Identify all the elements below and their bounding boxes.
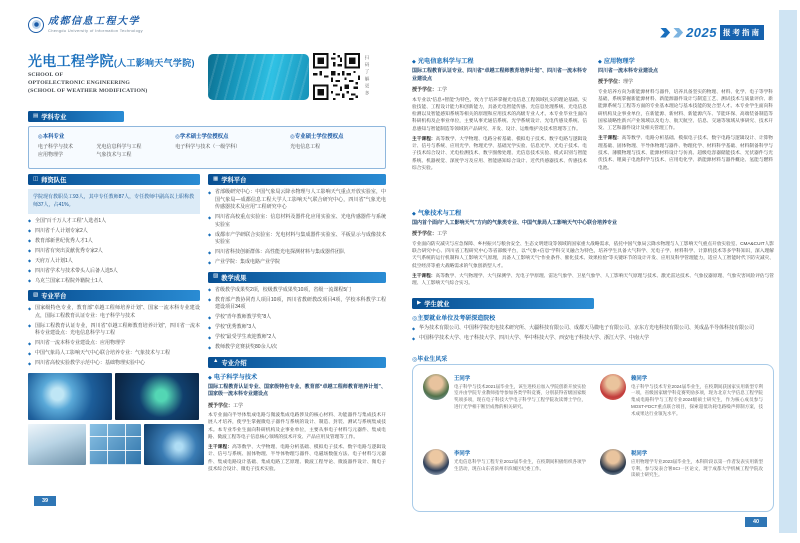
list-item: ◆ 华为技术有限公司、中国科学院光电技术研究所、大疆科技有限公司、成都天马微电子有限公司、京东方光电科技有限公司、英成晶半导体科技有限公司 <box>412 325 774 333</box>
university-name-cn: 成都信息工程大学 <box>48 16 140 27</box>
teaching-list <box>208 287 386 352</box>
list-item: ◆ 中国气象局人工影响天气中心联合培养专业：气象技术与工程 <box>28 350 200 358</box>
section-majors <box>28 111 124 122</box>
section-title: 学科平台 <box>221 177 247 184</box>
section-title: 专业平台 <box>41 293 67 300</box>
intro-section-icon: ▲ <box>213 358 219 365</box>
graduate-card <box>600 374 763 440</box>
major-badges: 国际工程教育认证专业、国家级特色专业、教育部“卓越工程师教育培养计划”、国家级一流本科专业建设点 <box>208 383 386 398</box>
chip-photo <box>115 373 199 420</box>
majors-group-title: ◎本科专业 <box>38 134 65 140</box>
right-page <box>408 8 778 536</box>
graduate-name: 税同学 <box>631 451 648 458</box>
page-number-right: 40 <box>745 517 767 527</box>
graduate-card <box>600 449 763 502</box>
graduate-avatar <box>600 374 626 400</box>
majors-group-title: ◎专业硕士学位授权点 <box>290 134 344 140</box>
major-badges: 四川省一流本科专业建设点 <box>598 68 659 74</box>
graduates-showcase <box>412 364 774 512</box>
discipline-section-icon: ▦ <box>213 175 219 182</box>
employment-list <box>412 325 774 343</box>
section-title: 教学成果 <box>221 274 247 282</box>
graduates-subhead: ◎毕业生风采 <box>412 357 448 363</box>
faculty-list <box>28 218 200 286</box>
major-badges: 国内首个面向“人工影响天气”方向的气象类专业、中国气象局人工影响天气中心联合培养专业 <box>412 220 618 226</box>
college-title: 光电工程学院(人工影响天气学院) <box>28 53 195 69</box>
graduate-description: 应用物理学专业2023届毕业生，本科阶段以第一作者发表实用新型专利，参与发表合署SCI一区论文，现于成都大学机械工程学院攻读硕士研究生。 <box>631 458 763 478</box>
right-column <box>208 174 386 475</box>
list-item: ◆ 四川省高校重点实验室：信息材料及器件化应用实验室、光电传感器件与系统实验室 <box>208 214 386 229</box>
photo-row-1 <box>28 373 200 420</box>
list-item: ◆ 中国科学技术大学、电子科技大学、四川大学、华中科技大学、西安电子科技大学、浙江大学、中南大学 <box>412 335 774 343</box>
weather-plane-photo <box>28 424 86 465</box>
employment-section <box>412 298 774 348</box>
faculty-section-icon: ◫ <box>33 175 39 182</box>
major-description: 专业培养方向为新能源材料与器件，培养具备坚实的物理、材料、化学、电子等学科基础，系统掌握新能源材料、新能源器件设计与制造工艺、测试技术与质量评价、新能源系统与工程等方面的专业基本理论与基本技能的复合型人才。本专业学生面向科研机构及企事业单位，在新能源、新材料、新能源汽车、节能环保、高端装备制造等国家战略性新兴产业领域以及电力、航天航空、信息、交通等领域从事研究、技术开发、工艺和器件设计及相关管理工作。 <box>598 88 773 131</box>
list-item: ◆ 学校“优秀教师”3人 <box>208 324 386 332</box>
major-title: ◆ 应用物理学 <box>598 56 773 65</box>
section-discipline <box>208 174 386 185</box>
section-faculty <box>28 174 200 185</box>
list-item: ◆ 国际工程教育认证专业，四川省“卓越工程师教育培养计划”，四川省一流本科专业建设点：光电信息科学与工程 <box>28 323 200 338</box>
graduate-avatar <box>423 449 449 475</box>
list-item: ◆ 国家级特色专业，教育部“卓越工程师培养计划”、国家一流本科专业建设点，国际工程教育认证专业：电子科学与技术 <box>28 305 200 320</box>
majors-group-items: 电子科学与技术（一级学科） <box>175 143 241 150</box>
college-subtitle: (人工影响天气学院) <box>113 58 195 68</box>
teaching-section-icon: ▨ <box>213 273 219 280</box>
list-item: ◆ 省级教学成果奖2项，校级教学成果奖10项，省级一流课程5门 <box>208 287 386 295</box>
list-item: ◆ 全国“百千万人才工程”人选者1人 <box>28 218 200 226</box>
list-item: ◆ 教育部产教协同育人项目10项，四川省教研教改项目4项，学校本科教学工程建设项目34项 <box>208 297 386 312</box>
major-title: ◆ 电子科学与技术 <box>208 372 386 381</box>
major-badges: 国际工程教育认证专业、四川省“卓越工程师教育培养计划”、四川省一流本科专业建设点 <box>412 68 588 82</box>
list-item: ◆ 省部级研究中心：中国气象局云降水物理与人工影响天气重点开放实验室，中国气象局—成都信息工程大学人工影响天气联合研究中心，四川省“气象光电传感器技术及应用”工程研究中心 <box>208 189 386 212</box>
page-number-left: 39 <box>34 496 56 506</box>
platform-section-icon: ▧ <box>33 291 39 298</box>
graduate-avatar <box>600 449 626 475</box>
chevron-right-icon <box>673 28 683 38</box>
major-courses: 主干课程：高等数学、大气物理学、大气探测学、光电子学原理、雷达气象学、卫星气象学、人工影响天气原理与技术、激光雷达技术、气象仪器原理、气象灾害风险评估与管理、人工影响天气综合实习。 <box>412 272 774 286</box>
list-item: ◆ 四川省一流本科专业建设点：应用物理学 <box>28 340 200 348</box>
major-title: ◆ 光电信息科学与工程 <box>412 56 587 65</box>
section-employment <box>412 298 594 309</box>
guide-year: 2025 <box>686 25 717 40</box>
lab-montage-photo <box>89 424 141 465</box>
list-item: ◆ 学校“最受学生欢迎教师”2人 <box>208 334 386 342</box>
university-header <box>28 16 143 33</box>
section-title: 学科专业 <box>41 114 67 121</box>
graduate-card <box>423 449 586 502</box>
graduate-description: 电子科学与技术专业2024届毕业生，在校期间获国家实用新型专利一项，省级国家级学科竞赛奖励多项，现为北京大学信息工程学院集成电路科学与工程专业2024级硕士研究生，作为核心成员参与MOST-FDCT重点联合项目，探索超低功耗电路噪声抑制方案，技术成果达行业领先水平。 <box>631 383 763 416</box>
left-page <box>22 8 396 536</box>
college-title-en: SCHOOL OF OPTOELECTRONIC ENGINEERING (SCHOOL OF WEATHER MODIFICATION) <box>28 72 148 94</box>
major-title: ◆ 气象技术与工程 <box>412 208 774 217</box>
major-electronic-science <box>208 372 386 473</box>
graduate-name: 李同学 <box>454 451 471 458</box>
degree-line: 授予学位：工学 <box>412 87 448 93</box>
majors-group-title: ◎学术硕士学位授权点 <box>175 134 229 140</box>
photo-row-2 <box>28 424 200 465</box>
graduate-name: 赖同学 <box>631 376 648 382</box>
banner-photo <box>208 54 309 100</box>
eye-tech-photo <box>28 373 112 420</box>
university-logo-icon <box>28 17 44 33</box>
degree-line: 授予学位：理学 <box>598 79 634 86</box>
list-item: ◆ 学校“青年教师教学奖”8人 <box>208 314 386 322</box>
employment-section-icon: ▶ <box>417 299 422 306</box>
section-title: 学生就业 <box>424 301 450 308</box>
list-item: ◆ 乌克兰国家工程院外籍院士1人 <box>28 278 200 286</box>
list-item: ◆ 四川省学术与技术带头人后备人选5人 <box>28 268 200 276</box>
major-courses: 主干课程：高等数学、电路分析基础、模拟电子技术、数字电路与逻辑设计、计算物理基础、固体物理、半导体物理与器件、物理化学、材料科学基础、材料制备科学与技术、薄膜物理与技术、能源材料设计与仿真、超级电容器储能技术、光伏器件与光伏技术、锂离子电池科学与技术、应用电化学、新能源材料与器件概论、氢能与燃料电池。 <box>598 135 773 170</box>
graduate-description: 电子科学与技术2021届毕业生，该生进校后加入学院创新开放实验室并由学院专业教师指导参加各类学科竞赛，分别获得省级国家级奖项多项，现在电子科技大学电子科学与工程学院攻读博士学位，进行光学相干断层成像的相关研究。 <box>454 383 586 409</box>
list-item: ◆ 四川省科技创新群体：高性能光电探测材料与集成器件团队 <box>208 249 386 257</box>
majors-box <box>28 126 386 169</box>
major-description: 本专业以“信息+智能”为特色，致力于培养掌握光电信息工程领域扎实的理论基础、实验技能、工程设计能力和创新能力，具备光电智能传感、光信息处理系统、光电信息检测以及智能感知系统等相关的原理和应用技术的高级专业人才。本专业毕业生面向科研机构及企事业单位，主要从事光通信系统、光学系统设计、光电传感及系统、信息感知与智能制造等领域的产品研究、开发、设计、运维维护及技术管理等工作。 <box>412 96 587 131</box>
smart-car-photo <box>144 424 204 465</box>
major-description: 专业面向防灾减灾与应急保障、乡村振兴与粮食安全、生态文明建设等领域的国家重大战略需求，依托中国气象局云降水物理与人工影响天气重点开放实验室、CMA&CUIT人影联合研究中心、四川省工程研究中心等省部级平台，以“气象+信息”学科交叉融合为特色，培养学生具备大气科学、光电子学、材料科学、计算机技术等多学科知识，深入理解天气系统的运行机制和人工影响天气原理，具备人工影响天气“作业条件、催化技术、效果检验”等关键环节的设计开发、应用及科学管理能力，适应人工智能时代下防灾减灾、低空经济等重大战略需求的气象创新型人才。 <box>412 240 774 268</box>
graduate-name: 王同学 <box>454 376 471 382</box>
section-teaching <box>208 272 386 283</box>
major-applied-physics <box>598 56 773 203</box>
list-item: ◆ 天府万人计划1人 <box>28 258 200 266</box>
section-title: 师资队伍 <box>41 177 67 184</box>
list-item: ◆ 产业学院：集成电路产业学院 <box>208 259 386 267</box>
platform-list <box>28 305 200 368</box>
graduate-card <box>423 374 586 440</box>
major-meteorological-tech <box>412 208 774 294</box>
major-description: 本专业面向半导体集成电路与微波集成电路涉及的核心材料、功能器件与集成技术开展人才培养，使学生掌握微电子器件与系统的设计、制造、封装、测试与系统集成技术。本专业毕业生面向科研机构及企事业单位，主要从事电子材料与元器件、集成电路、微波工程等电子信息核心领域的技术开发、产品应用及管理等工作。 <box>208 412 386 439</box>
section-intro <box>208 357 386 368</box>
list-item: ◆ 教育部新世纪优秀人才1人 <box>28 238 200 246</box>
major-optoelectronic-info <box>412 56 587 203</box>
left-column <box>28 174 200 465</box>
major-courses: 主干课程：高等数学、大学物理、电路分析基础、模拟电子技术、数字电路与逻辑设计、信号与系统、固体物理、半导体物理与器件、电磁场数值方法、电子材料与元器件、集成电路设计基础、集成电路工艺原理、微波工程导论、微波器件设计、微电子技术综合设计、微电子技术实验。 <box>208 444 386 471</box>
degree-line: 授予学位：工学 <box>208 402 244 409</box>
discipline-list <box>208 189 386 267</box>
qr-code <box>313 53 360 100</box>
guide-label: 报考指南 <box>720 25 764 40</box>
graduate-avatar <box>423 374 449 400</box>
section-platform <box>28 290 200 301</box>
list-item: ◆ 教师教学竞赛获奖80余人/次 <box>208 344 386 352</box>
chevron-right-icon <box>660 28 670 38</box>
list-item: ◆ 四川省千人计划专家2人 <box>28 228 200 236</box>
university-name-en: Chengdu University of Information Technology <box>48 28 143 33</box>
list-item: ◆ 四川省有突出贡献优秀专家2人 <box>28 248 200 256</box>
page-edge-strip <box>779 10 797 533</box>
guide-brand <box>660 25 764 40</box>
employment-subhead: ◎主要就业单位及考研深造院校 <box>412 316 496 322</box>
graduate-description: 光电信息科学与工程专业2012届毕业生，在校期间积极组织各项学生活动，现在山东省滨州市滨城区纪委工作。 <box>454 458 586 471</box>
section-title: 专业介绍 <box>221 359 247 367</box>
majors-columns <box>412 56 774 203</box>
degree-line: 授予学位：工学 <box>412 231 448 238</box>
faculty-intro: 学院现有教职员工93人，其中专任教师87人，专任教师中副高以上职称教师37人，占41%。 <box>28 189 200 214</box>
major-courses: 主干课程：高等数学、大学物理、电路分析基础、模拟电子技术、数字电路与逻辑设计、信号与系统、应用光学、物理光学、基础光学实验、信息光学、光电子技术、电子技术综合设计、光电检测技术、数字图像处理、光信息技术实验、模式识别与智能系统、机器视觉、深度学习及应用、智能感知综合设计、近代传感器技术、传感技术综合实验。 <box>412 135 587 171</box>
college-title-block <box>28 54 213 95</box>
majors-section-icon: ▤ <box>33 112 39 119</box>
majors-group-items: 电子科学与技术 光电信息科学与工程 应用物理学 气象技术与工程 <box>38 143 142 158</box>
list-item: ◆ 四川省高校实验教学示范中心：基础物理实验中心 <box>28 360 200 368</box>
majors-group-items: 光电信息工程 <box>290 143 321 150</box>
list-item: ◆ 成都市产学研联合实验室：光电材料与集成器件实验室、平板显示与成像技术实验室 <box>208 232 386 247</box>
qr-caption: 扫码了解更多 <box>365 55 370 98</box>
